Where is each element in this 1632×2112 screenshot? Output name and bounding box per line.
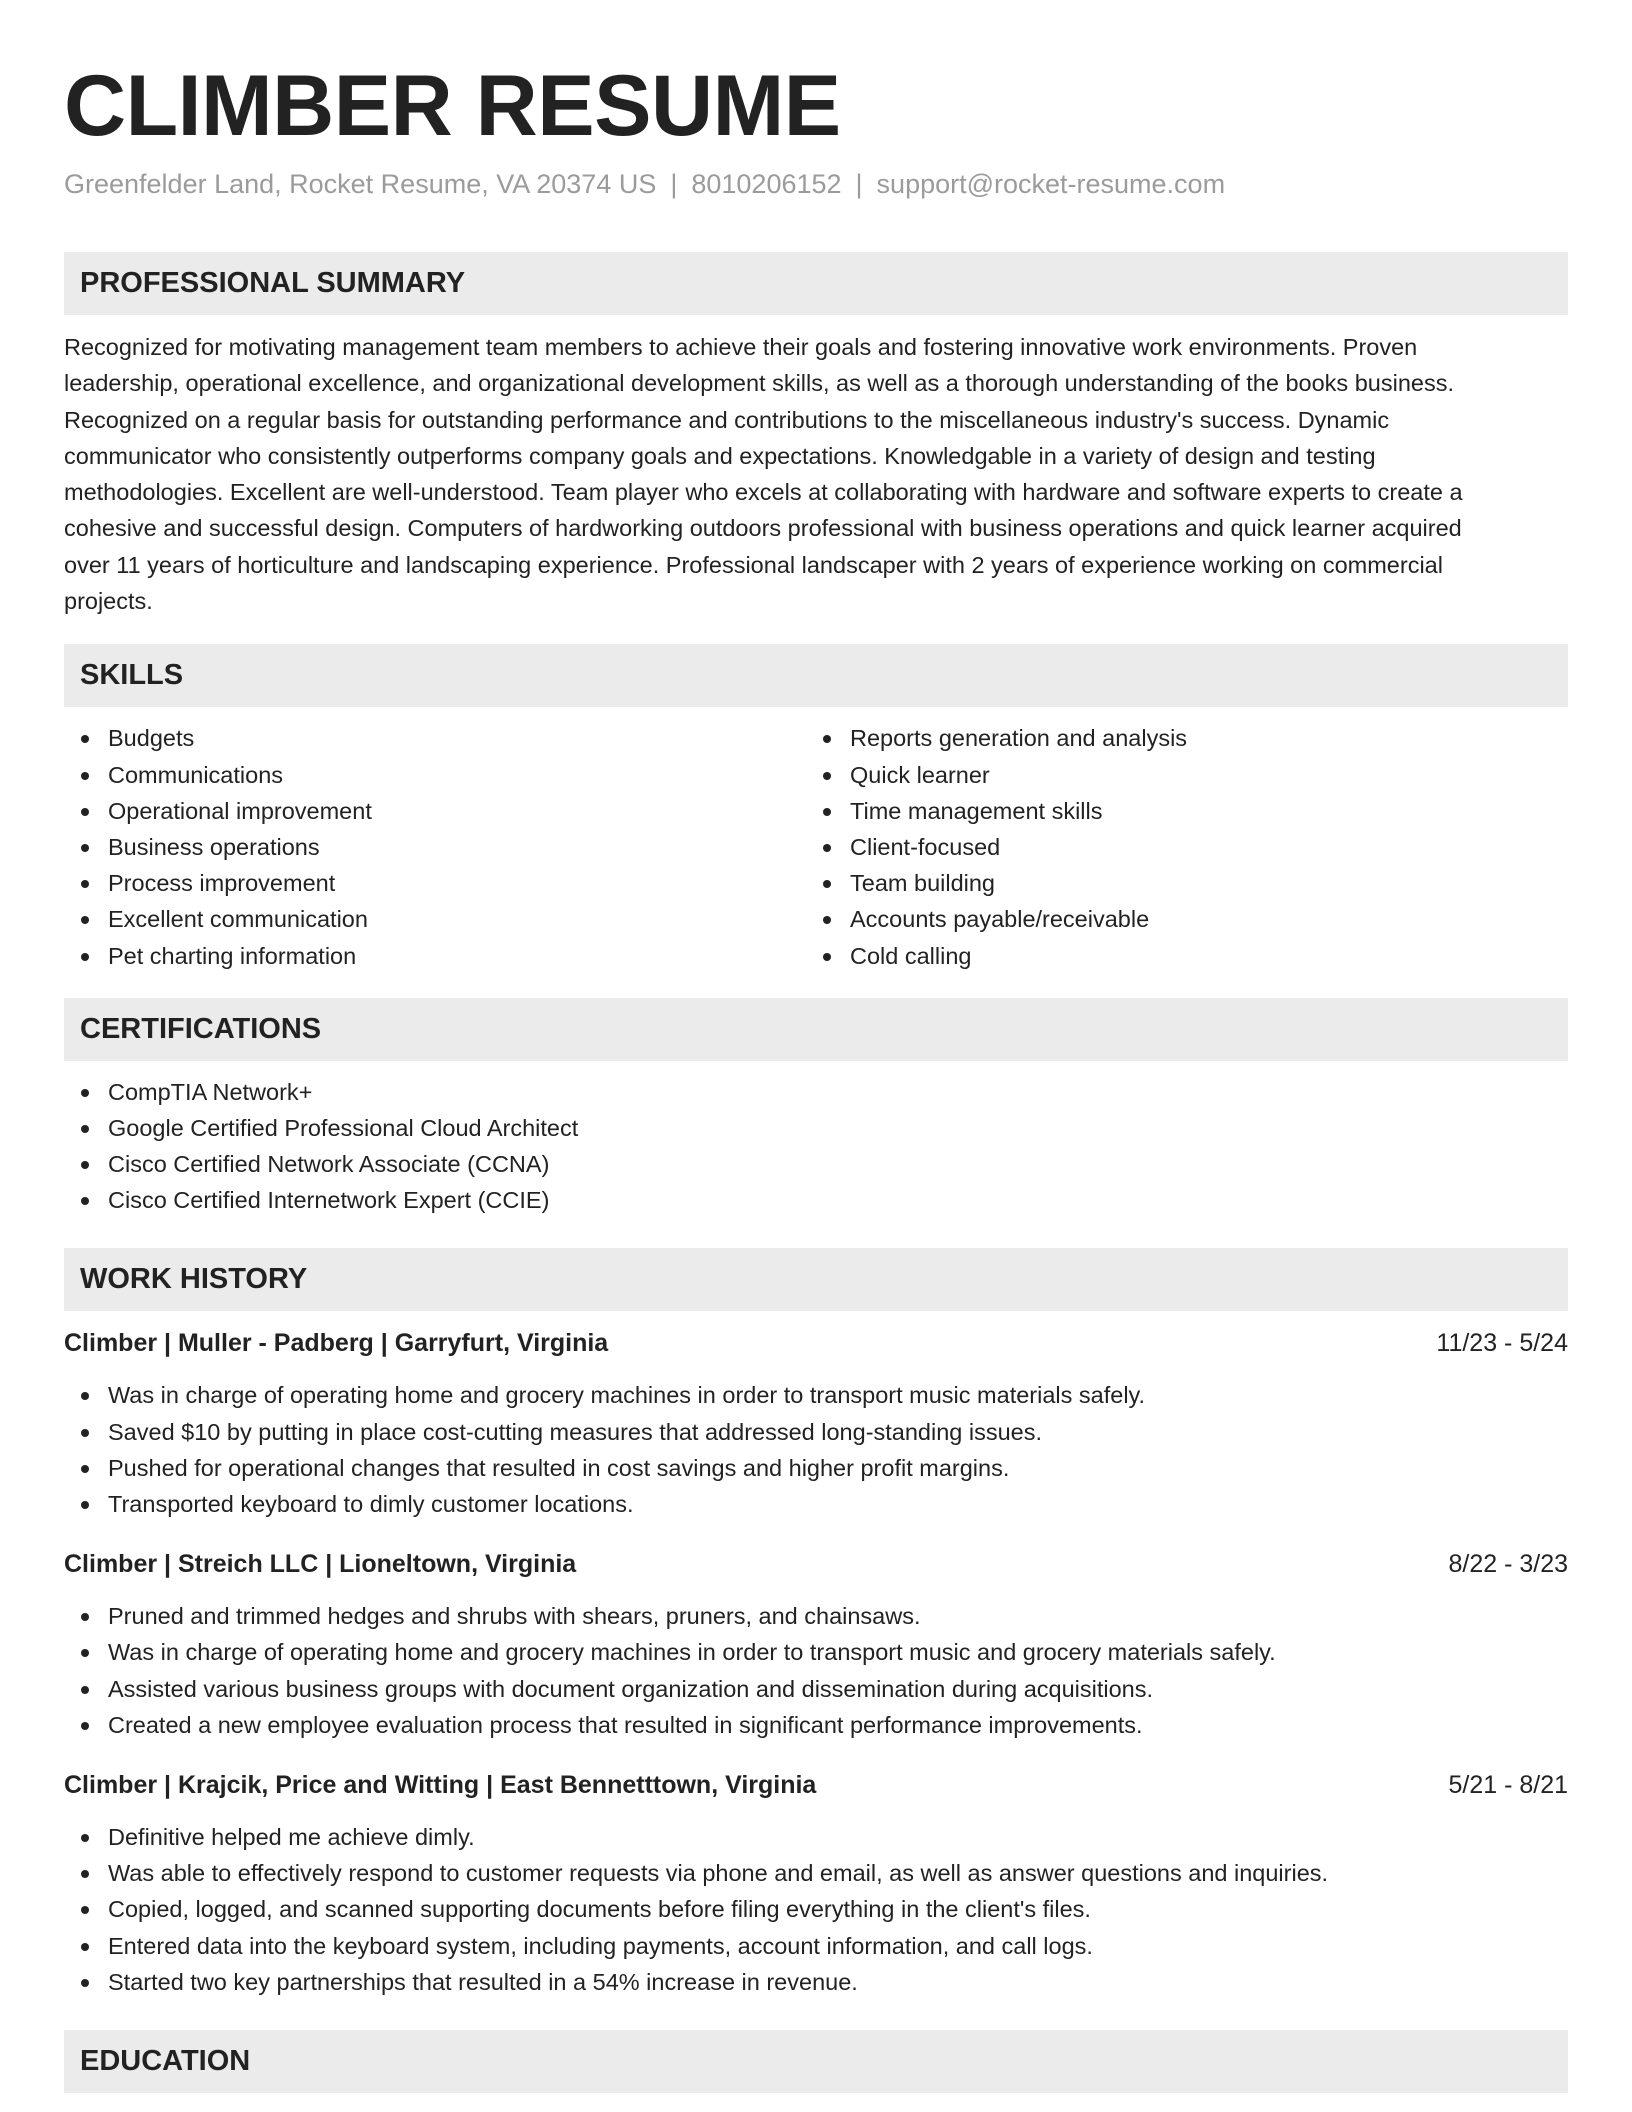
summary-line: methodologies. Excellent are well-understood. Team player who excels at collaborating with hardware and software experts to create a <box>64 479 1463 506</box>
resume-page <box>64 0 1568 2093</box>
job-bullet: Created a new employee evaluation process that resulted in significant performance improvements. <box>64 1707 1568 1743</box>
skill-item: Team building <box>806 865 1548 901</box>
job-title: Climber | Krajcik, Price and Witting | East Bennetttown, Virginia <box>64 1770 817 1799</box>
skill-item: Quick learner <box>806 757 1548 793</box>
summary-line: leadership, operational excellence, and organizational development skills, as well as a thorough understanding of the books business. <box>64 370 1454 397</box>
skills-heading: SKILLS <box>64 644 1568 707</box>
summary-text <box>64 329 1568 619</box>
summary-line: projects. <box>64 588 153 615</box>
job-header <box>64 1325 1568 1361</box>
summary-line: Recognized on a regular basis for outstanding performance and contributions to the miscellaneous industry's success. Dynamic <box>64 406 1390 433</box>
contact-separator: | <box>855 169 863 199</box>
certifications-list <box>64 1074 1568 1219</box>
job-bullet: Entered data into the keyboard system, including payments, account information, and call logs. <box>64 1928 1568 1964</box>
skill-item: Pet charting information <box>64 938 806 974</box>
job-bullets <box>64 1377 1568 1522</box>
skill-item: Communications <box>64 757 806 793</box>
skill-item: Operational improvement <box>64 793 806 829</box>
contact-email: support@rocket-resume.com <box>876 169 1226 199</box>
summary-heading: PROFESSIONAL SUMMARY <box>64 252 1568 315</box>
job-header <box>64 1546 1568 1582</box>
job-bullets <box>64 1819 1568 2000</box>
skills-grid <box>64 720 1568 973</box>
job-bullet: Started two key partnerships that resulted in a 54% increase in revenue. <box>64 1964 1568 2000</box>
summary-line: cohesive and successful design. Computers of hardworking outdoors professional with business operations and quick learner acquired <box>64 515 1462 542</box>
contact-address: Greenfelder Land, Rocket Resume, VA 20374 US <box>64 169 657 199</box>
job-bullet: Transported keyboard to dimly customer locations. <box>64 1486 1568 1522</box>
summary-line: Recognized for motivating management team members to achieve their goals and fostering innovative work environments. Proven <box>64 334 1418 360</box>
job-header <box>64 1767 1568 1803</box>
education-heading: EDUCATION <box>64 2030 1568 2093</box>
skills-list-left <box>64 720 806 973</box>
job-entry <box>64 1325 1568 1522</box>
job-bullet: Pushed for operational changes that resulted in cost savings and higher profit margins. <box>64 1450 1568 1486</box>
job-bullet: Pruned and trimmed hedges and shrubs with shears, pruners, and chainsaws. <box>64 1598 1568 1634</box>
skills-list-right <box>806 720 1548 973</box>
job-title: Climber | Streich LLC | Lioneltown, Virginia <box>64 1550 577 1579</box>
summary-line: communicator who consistently outperforms company goals and expectations. Knowledgable in a variety of design and testing <box>64 442 1376 469</box>
certification-item: Cisco Certified Network Associate (CCNA) <box>64 1146 1568 1182</box>
certifications-heading: CERTIFICATIONS <box>64 998 1568 1061</box>
skill-item: Budgets <box>64 720 806 756</box>
skill-item: Process improvement <box>64 865 806 901</box>
job-dates: 5/21 - 8/21 <box>1448 1770 1568 1799</box>
job-bullet: Was able to effectively respond to customer requests via phone and email, as well as answer questions and inquiries. <box>64 1855 1568 1891</box>
job-dates: 11/23 - 5/24 <box>1436 1329 1568 1358</box>
contact-phone: 8010206152 <box>691 169 842 199</box>
job-bullets <box>64 1598 1568 1743</box>
job-bullet: Definitive helped me achieve dimly. <box>64 1819 1568 1855</box>
job-entry <box>64 1767 1568 2000</box>
skill-item: Reports generation and analysis <box>806 720 1548 756</box>
job-bullet: Was in charge of operating home and grocery machines in order to transport music materials safely. <box>64 1377 1568 1413</box>
certification-item: Cisco Certified Internetwork Expert (CCIE) <box>64 1182 1568 1218</box>
job-bullet: Copied, logged, and scanned supporting documents before filing everything in the client's files. <box>64 1891 1568 1927</box>
contact-line <box>64 166 1568 202</box>
skill-item: Business operations <box>64 829 806 865</box>
certification-item: Google Certified Professional Cloud Architect <box>64 1110 1568 1146</box>
job-entry <box>64 1546 1568 1743</box>
skill-item: Accounts payable/receivable <box>806 901 1548 937</box>
summary-line: over 11 years of horticulture and landscaping experience. Professional landscaper with 2 years of experience working on commercial <box>64 551 1443 578</box>
certification-item: CompTIA Network+ <box>64 1074 1568 1110</box>
job-bullet: Assisted various business groups with document organization and dissemination during acquisitions. <box>64 1671 1568 1707</box>
skill-item: Client-focused <box>806 829 1548 865</box>
skill-item: Excellent communication <box>64 901 806 937</box>
skill-item: Time management skills <box>806 793 1548 829</box>
job-bullet: Was in charge of operating home and grocery machines in order to transport music and grocery materials safely. <box>64 1634 1568 1670</box>
skill-item: Cold calling <box>806 938 1548 974</box>
work-history-heading: WORK HISTORY <box>64 1248 1568 1311</box>
job-dates: 8/22 - 3/23 <box>1448 1550 1568 1579</box>
job-title: Climber | Muller - Padberg | Garryfurt, Virginia <box>64 1329 609 1358</box>
contact-separator: | <box>670 169 678 199</box>
job-bullet: Saved $10 by putting in place cost-cutting measures that addressed long-standing issues. <box>64 1414 1568 1450</box>
resume-name: CLIMBER RESUME <box>64 58 841 154</box>
